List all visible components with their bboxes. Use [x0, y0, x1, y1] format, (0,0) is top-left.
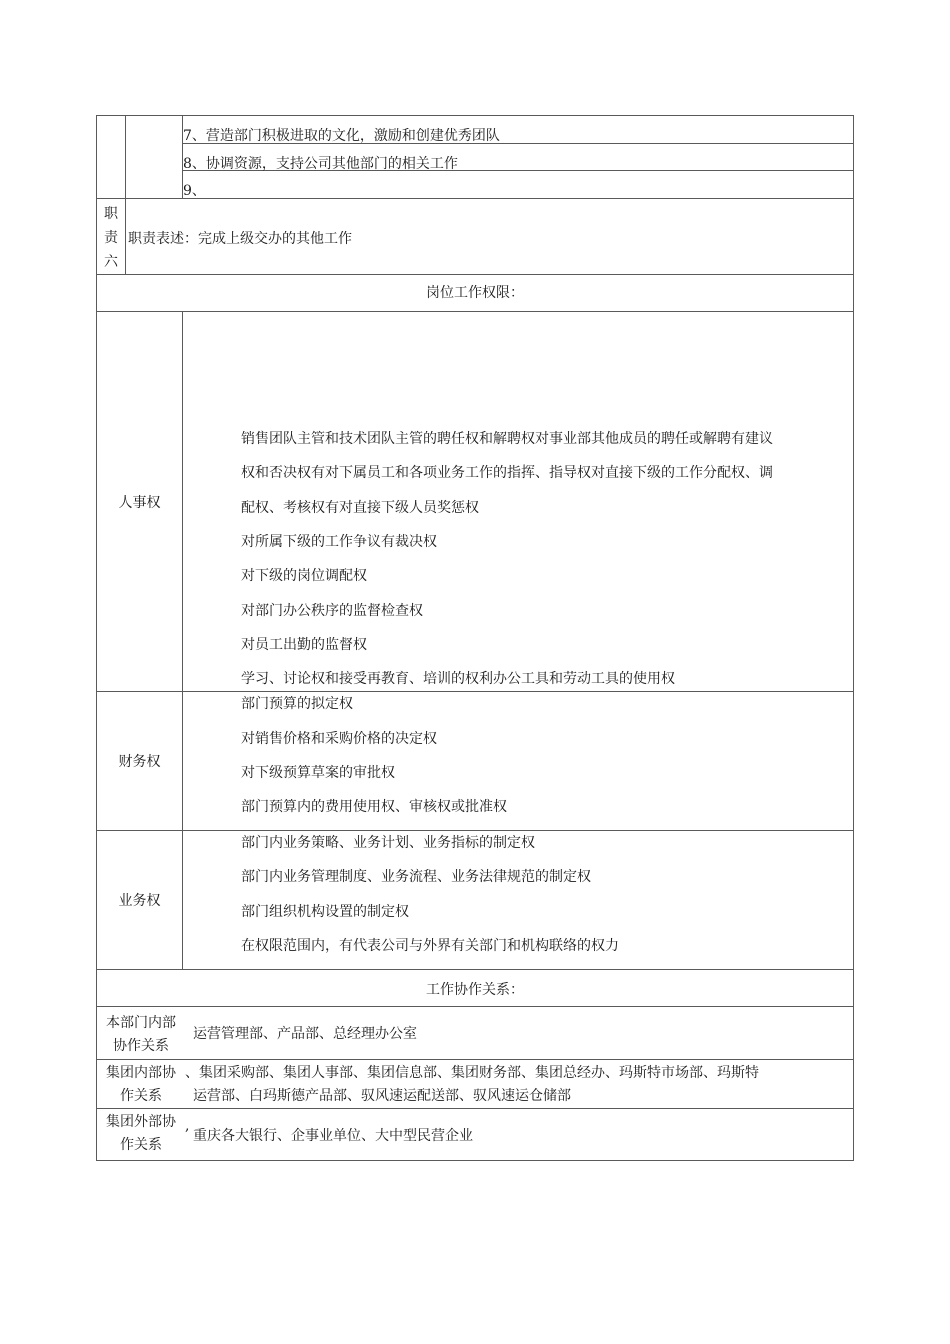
- personnel-line: 学习、讨论权和接受再教育、培训的权利办公工具和劳动工具的使用权: [241, 671, 675, 687]
- business-line: 部门内业务策略、业务计划、业务指标的制定权: [241, 835, 535, 851]
- group-external-label-line2: 作关系: [120, 1137, 162, 1153]
- duty-task-7: 7、营造部门积极进取的文化，激励和创建优秀团队: [183, 128, 500, 144]
- group-internal-label-line2: 作关系: [120, 1088, 162, 1104]
- finance-line: 部门预算的拟定权: [241, 696, 353, 712]
- cooperation-title: 工作协作关系：: [426, 982, 524, 998]
- group-internal-label-line1: 集团内部协: [106, 1065, 176, 1081]
- finance-line: 对销售价格和采购价格的决定权: [241, 731, 437, 747]
- personnel-line: 权和否决权有对下属员工和各项业务工作的指挥、指导权对直接下级的工作分配权、调: [241, 465, 773, 481]
- group-external-separator: ,: [185, 1118, 190, 1134]
- group-external-value: 重庆各大银行、企事业单位、大中型民营企业: [193, 1128, 473, 1144]
- duty-task-8: 8、协调资源，支持公司其他部门的相关工作: [183, 156, 458, 172]
- internal-dept-label-line1: 本部门内部: [106, 1015, 176, 1031]
- authority-title: 岗位工作权限：: [426, 285, 524, 301]
- personnel-line: 对员工出勤的监督权: [241, 637, 367, 653]
- personnel-line: 配权、考核权有对直接下级人员奖惩权: [241, 500, 479, 516]
- business-line: 部门组织机构设置的制定权: [241, 904, 409, 920]
- group-internal-value-line2: 运营部、白玛斯德产品部、驭风速运配送部、驭风速运仓储部: [193, 1088, 571, 1104]
- business-line: 部门内业务管理制度、业务流程、业务法律规范的制定权: [241, 869, 591, 885]
- personnel-line: 销售团队主管和技术团队主管的聘任权和解聘权对事业部其他成员的聘任或解聘有建议: [241, 431, 773, 447]
- personnel-line: 对下级的岗位调配权: [241, 568, 367, 584]
- finance-authority-label: 财务权: [118, 754, 161, 770]
- group-external-label-line1: 集团外部协: [106, 1114, 176, 1130]
- finance-line: 对下级预算草案的审批权: [241, 765, 395, 781]
- personnel-line: 对所属下级的工作争议有裁决权: [241, 534, 437, 550]
- business-line: 在权限范围内，有代表公司与外界有关部门和机构联络的权力: [241, 938, 619, 954]
- internal-dept-label-line2: 协作关系: [113, 1038, 169, 1054]
- duty6-label-char-2: 责: [104, 230, 118, 246]
- duty-task-9: 9、: [183, 183, 206, 199]
- duty6-description: 职责表述：完成上级交办的其他工作: [128, 231, 352, 247]
- duty6-label-char-1: 职: [104, 206, 118, 222]
- duty6-label-char-3: 六: [104, 254, 118, 270]
- finance-line: 部门预算内的费用使用权、审核权或批准权: [241, 799, 507, 815]
- personnel-authority-label: 人事权: [118, 495, 161, 511]
- internal-dept-value: 运营管理部、产品部、总经理办公室: [193, 1026, 417, 1042]
- business-authority-label: 业务权: [118, 893, 161, 909]
- group-internal-value-line1: 、集团采购部、集团人事部、集团信息部、集团财务部、集团总经办、玛斯特市场部、玛斯特: [185, 1065, 759, 1081]
- personnel-line: 对部门办公秩序的监督检查权: [241, 603, 423, 619]
